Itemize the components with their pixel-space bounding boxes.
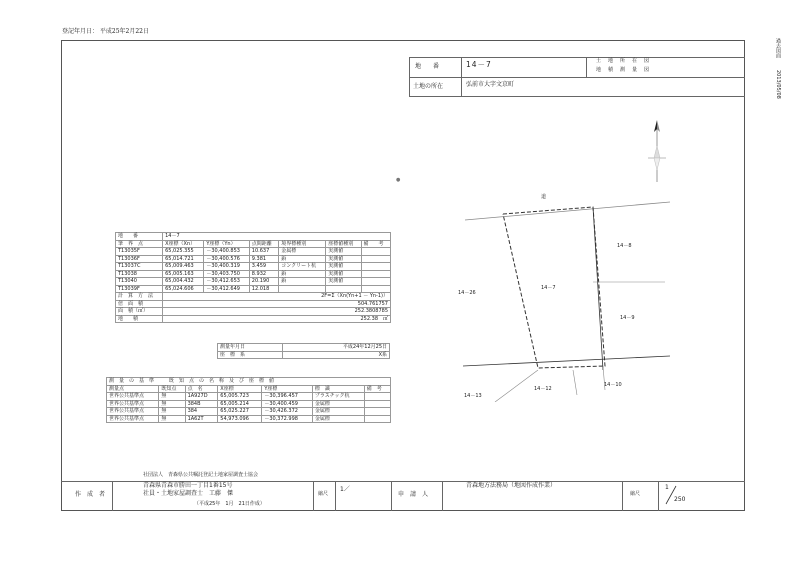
- reference-title: 測 量 の 基 準 既 知 点 の 名 称 及 び 座 標 値: [107, 378, 391, 386]
- table-cell: 世界公共基準点: [107, 408, 159, 416]
- shukushaku-label-left: 縮尺: [318, 491, 329, 497]
- table-cell: 9.381: [249, 255, 278, 263]
- table-cell: 65,004.432: [163, 278, 204, 286]
- plot-label-14-10: 14－10: [604, 382, 622, 388]
- table-cell: 実測値: [326, 255, 361, 263]
- table-cell: －30,372.998: [262, 415, 313, 423]
- table-cell: T13039F: [116, 285, 163, 293]
- plot-label-14-13: 14－13: [464, 393, 482, 399]
- address-line: 青森県青森市勝田一丁目1番15号: [143, 482, 233, 489]
- table-cell: －30,400.459: [262, 400, 313, 408]
- chiban-value: 14－7: [466, 60, 492, 69]
- table-cell: 鋲: [279, 270, 326, 278]
- table-row: [107, 415, 391, 423]
- col-header: 筆 界 点: [116, 240, 163, 248]
- table-cell: [364, 400, 390, 408]
- header-label-divider: [461, 57, 462, 97]
- table-cell: [361, 285, 390, 293]
- table-cell: [361, 248, 390, 256]
- office-name: 青森地方法務局（地図作成作業）: [466, 482, 557, 489]
- footer-applicant-divider: [442, 481, 443, 511]
- table-cell: 65,025.355: [163, 248, 204, 256]
- footer-mid-divider: [391, 481, 392, 511]
- table-cell: 鋲: [279, 278, 326, 286]
- table-cell: 65,014.721: [163, 255, 204, 263]
- col-header: 境界標種別: [279, 240, 326, 248]
- table-cell: T13035F: [116, 248, 163, 256]
- measure-date-table: [217, 343, 390, 359]
- table-cell: －30,412.649: [204, 285, 249, 293]
- plot-label-road: 道: [541, 194, 547, 200]
- table-cell: T13037C: [116, 263, 163, 271]
- footer-left-divider: [112, 481, 113, 511]
- survey-table: [115, 232, 391, 323]
- col-header: X座標（Xn）: [163, 240, 204, 248]
- table-row: [116, 255, 391, 263]
- measure-date-value: 平成24年12月25日: [283, 344, 390, 352]
- table-row: [116, 263, 391, 271]
- table-cell: 12.018: [249, 285, 278, 293]
- reference-mark: ●: [396, 177, 401, 183]
- table-cell: 実測値: [326, 270, 361, 278]
- shozai-value: 弘前市大字文京町: [466, 81, 515, 88]
- table-cell: T13040: [116, 278, 163, 286]
- table-cell: 実測値: [326, 278, 361, 286]
- table-cell: 65,025.227: [218, 408, 262, 416]
- shozai-label: 土地の所在: [413, 83, 444, 90]
- table-cell: コンクリート杭: [279, 263, 326, 271]
- table-cell: －30,396.457: [262, 393, 313, 401]
- ref-col-header: 備 考: [364, 385, 390, 393]
- table-cell: －30,412.653: [204, 278, 249, 286]
- ref-col-header: 標 識: [312, 385, 364, 393]
- table-cell: [361, 255, 390, 263]
- measure-date-label: 測量年月日: [218, 344, 283, 352]
- org-line: 社団法人 青森県公共嘱託登記土地家屋調査士協会: [143, 472, 259, 478]
- col-header: 備 考: [361, 240, 390, 248]
- footer-right-scale-divider: [622, 481, 623, 511]
- table-row: [107, 400, 391, 408]
- side-code: 2013/05/08: [775, 70, 781, 99]
- side-label: 過去図面: [775, 38, 781, 58]
- col-header: 点間距離: [249, 240, 278, 248]
- table-row: [116, 278, 391, 286]
- scale-numerator: 1: [665, 484, 669, 491]
- table-cell: －30,400.576: [204, 255, 249, 263]
- registration-date: 登記年月日： 平成25年2月22日: [62, 28, 149, 35]
- table-cell: [361, 270, 390, 278]
- table-cell: 3.459: [249, 263, 278, 271]
- table-row: [107, 393, 391, 401]
- header-left-line: [409, 57, 410, 97]
- table-row: [116, 285, 391, 293]
- table-cell: [326, 285, 361, 293]
- table-row: [116, 248, 391, 256]
- table-cell: 無: [159, 415, 185, 423]
- table-cell: 1A927D: [185, 393, 218, 401]
- table-cell: 無: [159, 393, 185, 401]
- header-mid-line: [409, 77, 745, 78]
- shinsei-label: 申 請 人: [398, 491, 429, 498]
- table-cell: 無: [159, 400, 185, 408]
- table-cell: プラスチック杭: [312, 393, 364, 401]
- ref-col-header: 測量点: [107, 385, 159, 393]
- table-cell: 金属標: [312, 400, 364, 408]
- parcel-plot: [455, 190, 680, 402]
- shukushaku-label-right: 縮尺: [630, 491, 641, 497]
- plot-label-14-7: 14－7: [541, 285, 556, 291]
- table-cell: T13036F: [116, 255, 163, 263]
- date-note: （平成25年 1月 21日作成）: [194, 501, 265, 507]
- footer-right-scale-value-divider: [658, 481, 659, 511]
- coordinate-system-label: 座 標 系: [218, 351, 283, 359]
- table-cell: 金属標: [279, 248, 326, 256]
- person-line: 社員・土地家屋調査士 工藤 傑: [143, 490, 234, 497]
- method-label: 計 算 方 法: [116, 293, 163, 301]
- title-line-1: 土 地 所 在 図: [596, 58, 651, 64]
- table-cell: 54,973.096: [218, 415, 262, 423]
- table-cell: 金属標: [312, 415, 364, 423]
- table-cell: 384B: [185, 400, 218, 408]
- table-cell: －30,403.750: [204, 270, 249, 278]
- table-row: [116, 270, 391, 278]
- table-cell: 金属標: [312, 408, 364, 416]
- table-cell: 実測値: [326, 248, 361, 256]
- survey-title-value: 14－7: [163, 233, 391, 241]
- north-arrow-icon: [645, 118, 669, 186]
- footer-scale-left-value-divider: [335, 481, 336, 511]
- method-value: 2F=Σ（Xn(Yn+1 － Yn-1)）: [163, 293, 391, 301]
- table-cell: [364, 408, 390, 416]
- table-cell: －30,400.853: [204, 248, 249, 256]
- table-cell: 10.637: [249, 248, 278, 256]
- table-cell: 384: [185, 408, 218, 416]
- ref-col-header: 既知点: [159, 385, 185, 393]
- menseki-value: 252.3808785: [163, 308, 391, 316]
- table-cell: 鋲: [279, 255, 326, 263]
- table-cell: [364, 393, 390, 401]
- table-cell: －30,400.319: [204, 263, 249, 271]
- table-cell: －30,426.372: [262, 408, 313, 416]
- footer-scale-left-divider: [313, 481, 314, 511]
- table-row: [107, 408, 391, 416]
- scale-denominator: 250: [674, 496, 686, 503]
- col-header: Y座標（Yn）: [204, 240, 249, 248]
- survey-title-label: 地 番: [116, 233, 163, 241]
- table-cell: [361, 278, 390, 286]
- ref-col-header: X座標: [218, 385, 262, 393]
- header-top-line: [409, 57, 745, 58]
- shukushaku-value-left: 1／: [340, 486, 350, 493]
- sakusei-label: 作 成 者: [75, 491, 106, 498]
- table-cell: 実測値: [326, 263, 361, 271]
- table-cell: [364, 415, 390, 423]
- table-cell: 20.190: [249, 278, 278, 286]
- plot-label-14-12: 14－12: [534, 386, 552, 392]
- plot-label-14-8: 14－8: [617, 243, 632, 249]
- col-header: 座標値種別: [326, 240, 361, 248]
- chiseki-label: 地 積: [116, 315, 163, 323]
- table-cell: 世界公共基準点: [107, 393, 159, 401]
- chiseki-value: 252.38 ㎡: [163, 315, 391, 323]
- chiban-label: 地 番: [415, 63, 440, 70]
- title-line-2: 地 積 測 量 図: [596, 67, 651, 73]
- header-bottom-line: [409, 96, 745, 97]
- table-cell: 1A62T: [185, 415, 218, 423]
- table-cell: [279, 285, 326, 293]
- plot-label-14-9a: 14－9: [620, 315, 635, 321]
- plot-label-14-26: 14－26: [458, 290, 476, 296]
- table-cell: 65,005.163: [163, 270, 204, 278]
- table-cell: [361, 263, 390, 271]
- ref-col-header: Y座標: [262, 385, 313, 393]
- ref-col-header: 点 名: [185, 385, 218, 393]
- table-cell: 8.932: [249, 270, 278, 278]
- table-cell: 65,005.723: [218, 393, 262, 401]
- bairitsu-value: 504.761757: [163, 300, 391, 308]
- table-cell: T13038: [116, 270, 163, 278]
- table-cell: 65,009.463: [163, 263, 204, 271]
- table-cell: 世界公共基準点: [107, 415, 159, 423]
- menseki-label: 面 積（㎡）: [116, 308, 163, 316]
- table-cell: 無: [159, 408, 185, 416]
- table-cell: 世界公共基準点: [107, 400, 159, 408]
- header-title-divider: [586, 57, 587, 77]
- bairitsu-label: 倍 面 積: [116, 300, 163, 308]
- table-cell: 65,005.214: [218, 400, 262, 408]
- coordinate-system-value: X系: [283, 351, 390, 359]
- reference-table: [106, 377, 391, 423]
- table-cell: 65,024.606: [163, 285, 204, 293]
